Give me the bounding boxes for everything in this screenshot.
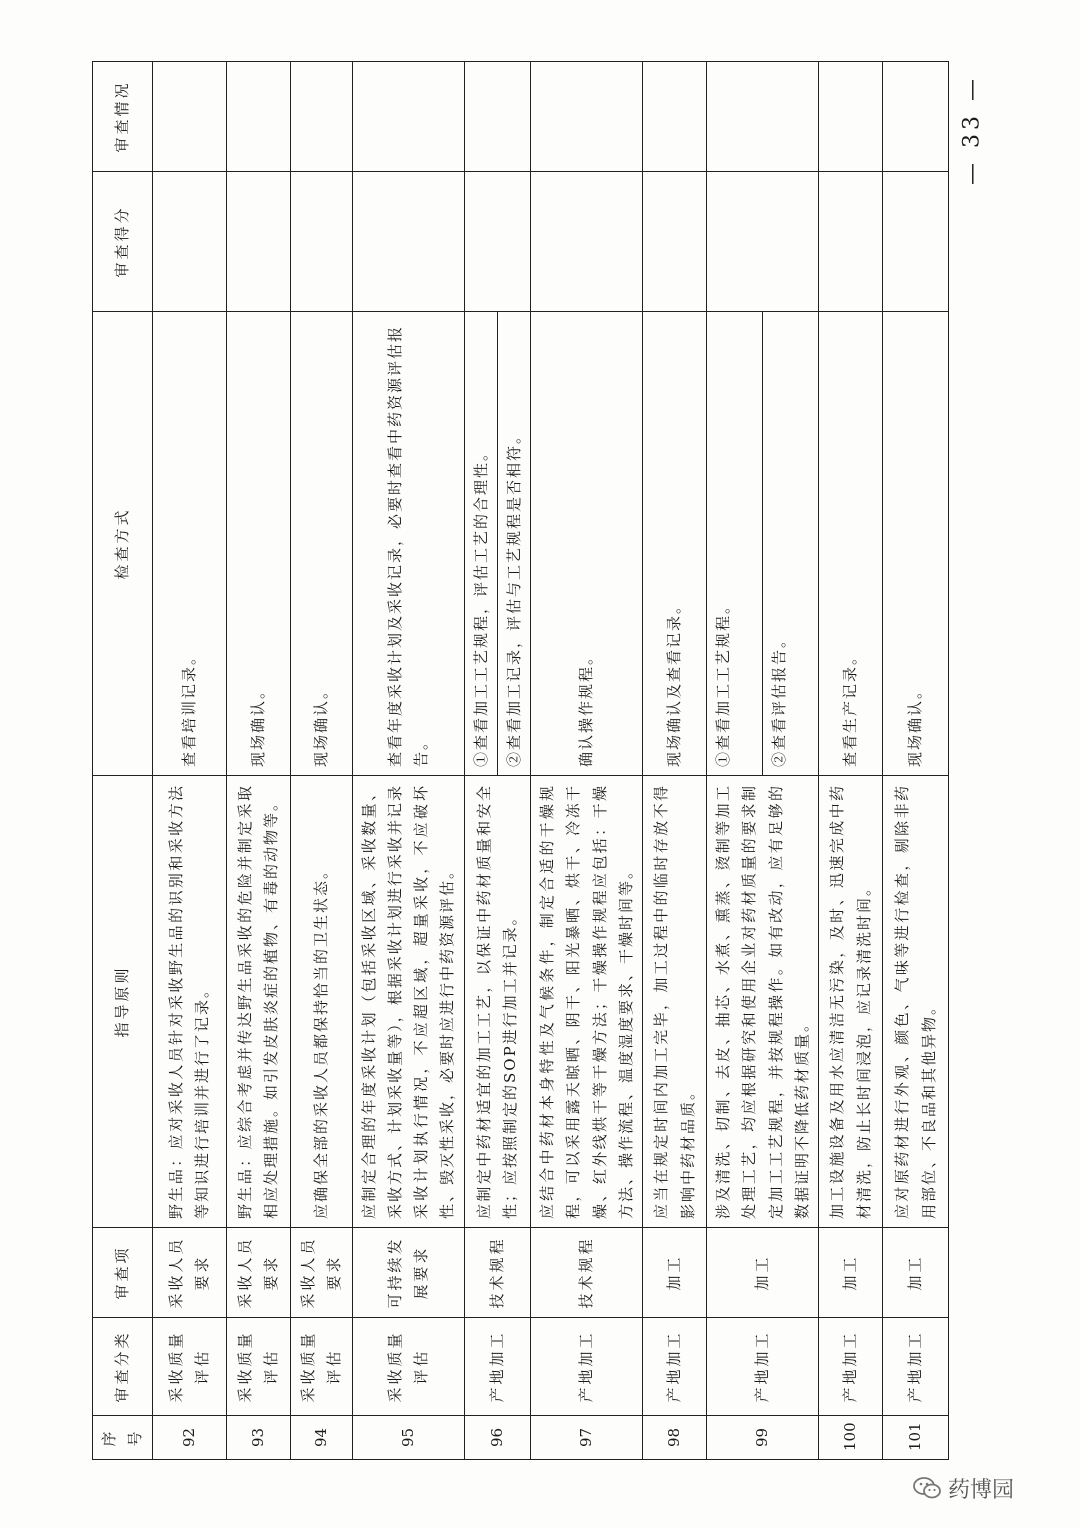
- header-category: 审查分类: [93, 1318, 153, 1416]
- cell-category: 产地加工: [707, 1318, 819, 1416]
- rotated-table-sheet: [92, 62, 938, 1460]
- method-step: ①查看加工工艺规程，评估工艺的合理性。: [471, 443, 490, 767]
- table-row: [152, 62, 226, 1460]
- cell-guideline: 应制定中药材适宜的加工工艺，以保证中药材质量和安全性；应按照制定的SOP进行加工并记录。: [464, 776, 531, 1228]
- cell-guideline: 涉及清洗、切制、去皮、抽芯、水煮、熏蒸、烫制等加工处理工艺，均应根据研究和使用企业对药材质量的要求制定加工工艺规程，并按规程操作。如有改动，应有足够的数据证明不降低药材质量。: [707, 776, 819, 1228]
- cell-item: 采收人员要求: [152, 1228, 226, 1318]
- cell-method: [290, 312, 352, 776]
- cell-category: 产地加工: [819, 1318, 883, 1416]
- cell-score: [819, 172, 883, 312]
- method-step: 现场确认。: [906, 681, 925, 767]
- cell-score: [226, 172, 290, 312]
- audit-table: [92, 61, 949, 1460]
- cell-guideline: 应对原药材进行外观、颜色、气味等进行检查，剔除非药用部位、不良品和其他异物。: [883, 776, 949, 1228]
- cell-score: [290, 172, 352, 312]
- cell-score: [464, 172, 531, 312]
- table-row: [643, 62, 707, 1460]
- cell-score: [643, 172, 707, 312]
- cell-no: 98: [643, 1416, 707, 1460]
- cell-no: 96: [464, 1416, 531, 1460]
- cell-guideline: 加工设施设备及用水应清洁无污染，及时、迅速完成中药材清洗，防止长时间浸泡，应记录清洗时间。: [819, 776, 883, 1228]
- method-list: [242, 312, 274, 775]
- method-list: [834, 312, 866, 775]
- cell-score: [531, 172, 643, 312]
- cell-no: 93: [226, 1416, 290, 1460]
- method-list: [570, 312, 602, 775]
- header-score: 审查得分: [93, 172, 153, 312]
- header-method: 检查方式: [93, 312, 153, 776]
- cell-item: 技术规程: [464, 1228, 531, 1318]
- cell-score: [707, 172, 819, 312]
- cell-method: [819, 312, 883, 776]
- cell-item: 加工: [643, 1228, 707, 1318]
- method-step: 查看生产记录。: [841, 647, 860, 767]
- method-list: [707, 312, 818, 775]
- cell-no: 99: [707, 1416, 819, 1460]
- cell-status: [226, 62, 290, 172]
- table-row: [290, 62, 352, 1460]
- table-row: [352, 62, 464, 1460]
- header-no: 序号: [93, 1416, 153, 1460]
- watermark: [912, 1470, 1062, 1506]
- cell-status: [290, 62, 352, 172]
- table-row: [464, 62, 531, 1460]
- table-header-row: [93, 62, 153, 1460]
- table-row: [707, 62, 819, 1460]
- cell-category: 采收质量评估: [352, 1318, 464, 1416]
- table-rotation-wrapper: [92, 62, 938, 1460]
- cell-no: 101: [883, 1416, 949, 1460]
- cell-no: 95: [352, 1416, 464, 1460]
- method-step: 查看培训记录。: [179, 647, 198, 767]
- method-list: [465, 312, 531, 775]
- method-step: ②查看评估报告。: [762, 312, 818, 775]
- cell-no: 92: [152, 1416, 226, 1460]
- cell-score: [152, 172, 226, 312]
- cell-method: [352, 312, 464, 776]
- method-list: [305, 312, 337, 775]
- cell-status: [531, 62, 643, 172]
- cell-status: [819, 62, 883, 172]
- method-step: 现场确认。: [248, 681, 267, 767]
- method-list: [658, 312, 690, 775]
- cell-status: [707, 62, 819, 172]
- table-row: [819, 62, 883, 1460]
- cell-status: [464, 62, 531, 172]
- cell-guideline: 应结合中药材本身特性及气候条件，制定合适的干燥规程，可以采用露天晾晒、阴干、阳光暴晒、烘干、冷冻干燥、红外线烘干等干燥方法；干燥操作规程应包括：干燥方法、操作流程、温度湿度要求、干燥时间等。: [531, 776, 643, 1228]
- cell-item: 加工: [707, 1228, 819, 1318]
- cell-item: 加工: [819, 1228, 883, 1318]
- cell-item: 采收人员要求: [290, 1228, 352, 1318]
- cell-status: [152, 62, 226, 172]
- cell-method: [464, 312, 531, 776]
- cell-guideline: 应当在规定时间内加工完毕，加工过程中的临时存放不得影响中药材品质。: [643, 776, 707, 1228]
- cell-score: [883, 172, 949, 312]
- cell-guideline: 应确保全部的采收人员都保持恰当的卫生状态。: [290, 776, 352, 1228]
- cell-method: [531, 312, 643, 776]
- cell-guideline: 野生品：应综合考虑并传达野生品采收的危险并制定采取相应处理措施。如引发皮肤炎症的植物、有毒的动物等。: [226, 776, 290, 1228]
- cell-method: [707, 312, 819, 776]
- cell-score: [352, 172, 464, 312]
- cell-category: 产地加工: [643, 1318, 707, 1416]
- cell-guideline: 应制定合理的年度采收计划（包括采收区域、采收数量、采收方式、计划采收量等），根据采收计划进行采收并记录采收计划执行情况，不应超区域，超量采收，不应破坏性、毁灭性采收，必要时应进行中药资源评估。: [352, 776, 464, 1228]
- cell-item: 技术规程: [531, 1228, 643, 1318]
- method-step: ①查看加工工艺规程。: [714, 596, 732, 767]
- wechat-icon: [912, 1475, 942, 1501]
- page-number: — 33 —: [959, 75, 985, 185]
- header-status: 审查情况: [93, 62, 153, 172]
- method-step: 确认操作规程。: [577, 647, 596, 767]
- cell-item: 可持续发展要求: [352, 1228, 464, 1318]
- cell-method: [226, 312, 290, 776]
- watermark-text: 药博园: [948, 1477, 1015, 1503]
- cell-status: [352, 62, 464, 172]
- cell-category: 产地加工: [464, 1318, 531, 1416]
- method-step: 现场确认及查看记录。: [665, 596, 684, 767]
- cell-no: 97: [531, 1416, 643, 1460]
- method-list: [899, 312, 931, 775]
- cell-item: 采收人员要求: [226, 1228, 290, 1318]
- header-guideline: 指导原则: [93, 776, 153, 1228]
- cell-category: 产地加工: [531, 1318, 643, 1416]
- method-list: [379, 312, 438, 775]
- cell-category: 采收质量评估: [226, 1318, 290, 1416]
- method-list: [173, 312, 205, 775]
- method-step: ②查看加工记录，评估与工艺规程是否相符。: [497, 312, 530, 775]
- cell-status: [643, 62, 707, 172]
- cell-no: 94: [290, 1416, 352, 1460]
- header-item: 审查项: [93, 1228, 153, 1318]
- cell-guideline: 野生品：应对采收人员针对采收野生品的识别和采收方法等知识进行培训并进行了记录。: [152, 776, 226, 1228]
- method-step: 查看年度采收计划及采收记录，必要时查看中药资源评估报告。: [385, 324, 430, 767]
- cell-status: [883, 62, 949, 172]
- table-body: [152, 62, 949, 1460]
- cell-category: 产地加工: [883, 1318, 949, 1416]
- table-row: [226, 62, 290, 1460]
- cell-no: 100: [819, 1416, 883, 1460]
- table-row: [531, 62, 643, 1460]
- cell-category: 采收质量评估: [290, 1318, 352, 1416]
- cell-item: 加工: [883, 1228, 949, 1318]
- method-step: 现场确认。: [311, 681, 330, 767]
- cell-method: [643, 312, 707, 776]
- table-row: [883, 62, 949, 1460]
- cell-method: [883, 312, 949, 776]
- cell-method: [152, 312, 226, 776]
- cell-category: 采收质量评估: [152, 1318, 226, 1416]
